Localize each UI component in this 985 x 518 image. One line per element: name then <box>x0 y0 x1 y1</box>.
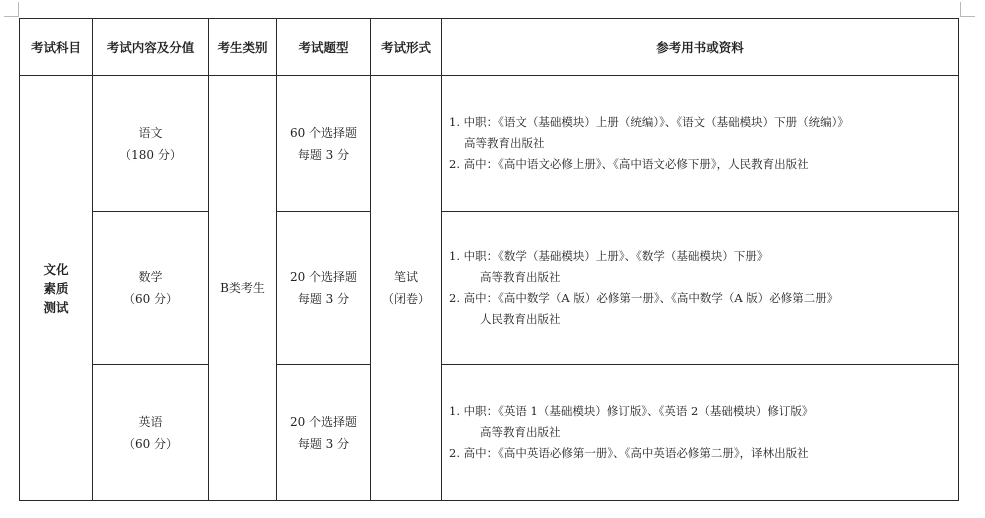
exam-form-note: （闭卷） <box>381 292 430 306</box>
table-row <box>20 212 959 365</box>
reference-item: 2. 高中：《高中数学（A 版）必修第一册》、《高中数学（A 版）必修第二册》 <box>449 291 839 305</box>
reference-item: 1. 中职：《英语 1（基础模块）修订版》、《英语 2（基础模块）修订版》 <box>449 404 814 418</box>
reference-cell <box>442 76 959 212</box>
content-name: 英语 <box>138 414 163 429</box>
subject-cell <box>20 76 93 501</box>
content-score: （60 分） <box>122 436 179 451</box>
header-exam-form: 考试形式 <box>371 19 442 76</box>
table-row <box>20 365 959 501</box>
question-score: 每题 3 分 <box>297 147 350 162</box>
subject-line: 测试 <box>43 299 69 315</box>
header-candidate-category: 考生类别 <box>209 19 277 76</box>
content-name: 数学 <box>138 270 163 284</box>
content-score: （180 分） <box>119 147 182 162</box>
table-row <box>20 76 959 212</box>
reference-item: 1. 中职：《语文（基础模块）上册（统编）》、《语文（基础模块）下册（统编）》 <box>449 115 849 129</box>
question-type-cell <box>277 365 371 501</box>
reference-cell <box>442 365 959 501</box>
reference-item: 1. 中职：《数学（基础模块）上册》、《数学（基础模块）下册》 <box>449 249 769 263</box>
question-type-cell <box>277 212 371 365</box>
content-cell <box>93 76 209 212</box>
question-count: 20 个选择题 <box>289 270 358 284</box>
header-content-score: 考试内容及分值 <box>93 19 209 76</box>
exam-form-cell <box>371 76 442 501</box>
subject-line: 文化 <box>43 261 69 277</box>
category-cell: B类考生 <box>209 76 277 501</box>
exam-table <box>19 18 959 501</box>
question-score: 每题 3 分 <box>297 436 350 451</box>
reference-item: 2. 高中：《高中英语必修第一册》、《高中英语必修第二册》，译林出版社 <box>449 446 809 460</box>
subject-line: 素质 <box>43 280 69 296</box>
content-score: （60 分） <box>122 292 179 306</box>
reference-item: 2. 高中：《高中语文必修上册》、《高中语文必修下册》，人民教育出版社 <box>449 157 809 171</box>
question-count: 60 个选择题 <box>289 125 358 140</box>
reference-cell <box>442 212 959 365</box>
reference-publisher: 高等教育出版社 <box>480 425 561 439</box>
exam-form-type: 笔试 <box>393 270 418 284</box>
question-count: 20 个选择题 <box>289 414 358 429</box>
reference-publisher: 高等教育出版社 <box>480 270 561 284</box>
content-cell <box>93 365 209 501</box>
page-corner-mark <box>4 2 19 17</box>
header-question-type: 考试题型 <box>277 19 371 76</box>
question-score: 每题 3 分 <box>297 292 350 306</box>
table-header-row <box>20 19 959 76</box>
page-corner-mark <box>960 2 975 17</box>
content-cell <box>93 212 209 365</box>
header-subject: 考试科目 <box>20 19 93 76</box>
reference-publisher: 人民教育出版社 <box>480 312 561 326</box>
reference-publisher: 高等教育出版社 <box>464 136 545 150</box>
header-reference-books: 参考用书或资料 <box>442 19 959 76</box>
question-type-cell <box>277 76 371 212</box>
content-name: 语文 <box>138 125 163 140</box>
